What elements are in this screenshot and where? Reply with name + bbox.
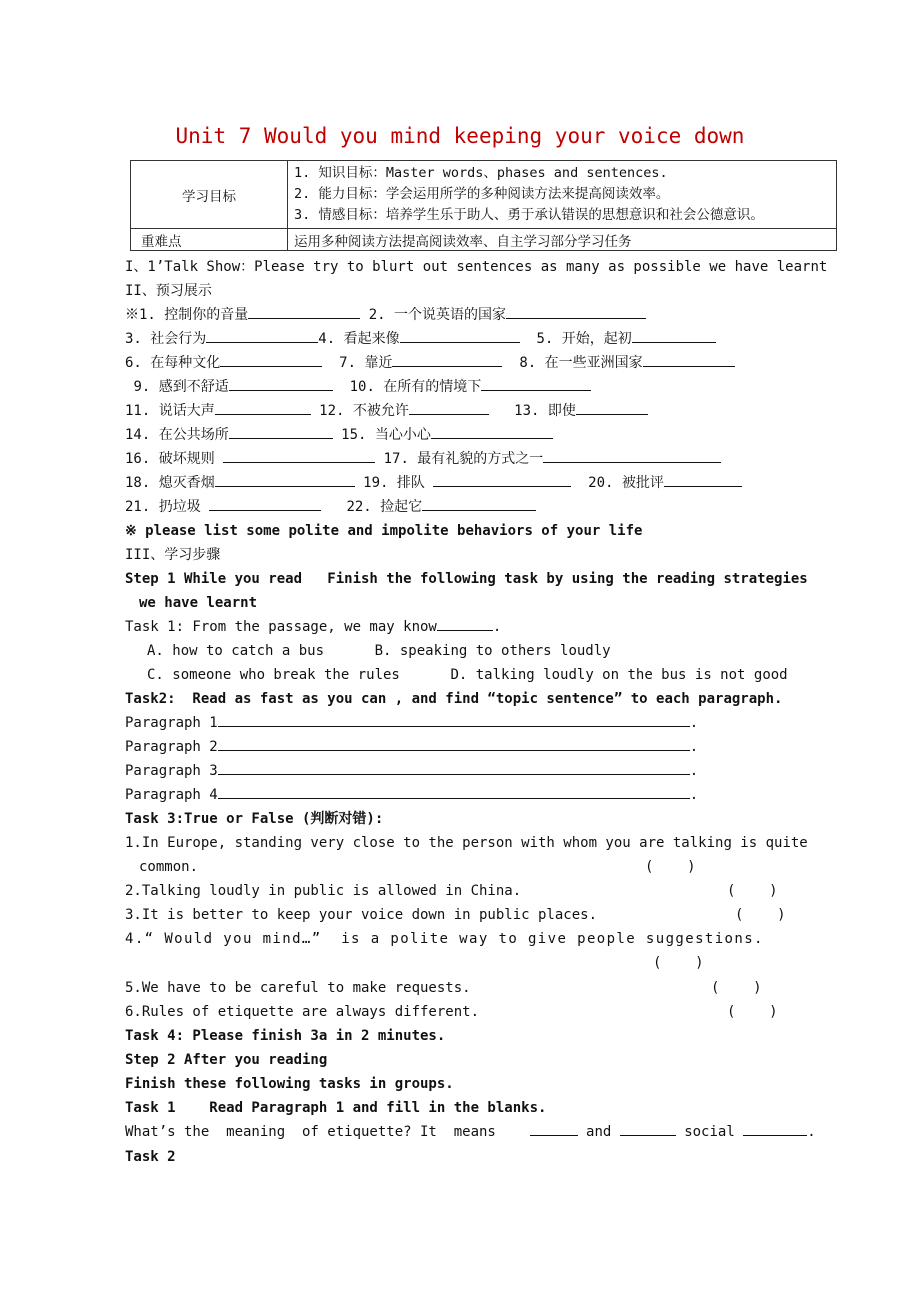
preview-item: 19. 排队 (363, 475, 425, 491)
goal-ability: 2. 能力目标：学会运用所学的多种阅读方法来提高阅读效率。 (294, 186, 670, 202)
blank[interactable] (530, 1135, 578, 1136)
blank[interactable] (229, 438, 333, 439)
tf-answer-3[interactable]: ( ) (735, 907, 786, 923)
goal-emotion: 3. 情感目标：培养学生乐于助人、勇于承认错误的思想意识和社会公德意识。 (294, 207, 764, 223)
step2-task1-heading: Task 1 Read Paragraph 1 and fill in the blanks. (125, 1100, 547, 1116)
blank[interactable] (229, 390, 333, 391)
objectives-table (130, 160, 837, 251)
task1-text: Task 1: From the passage, we may know (125, 619, 437, 635)
tf-item-4: 4.“ Would you mind…” is a polite way to give people suggestions. (125, 931, 764, 947)
tf-answer-4[interactable]: ( ) (653, 955, 704, 971)
preview-item: 13. 即使 (514, 403, 576, 419)
preview-item: 14. 在公共场所 (125, 427, 229, 443)
objectives-goals (288, 161, 837, 229)
please-list-prompt: ※ please list some polite and impolite behaviors of your life (125, 523, 643, 539)
goal-knowledge: 1. 知识目标：Master words、phases and sentences. (294, 165, 668, 181)
objectives-label: 学习目标 (131, 161, 288, 229)
blank[interactable] (431, 438, 553, 439)
blank[interactable] (543, 462, 721, 463)
step1-heading: Step 1 While you read Finish the following task by using the reading strategies (125, 571, 808, 587)
tf-answer-2[interactable]: ( ) (727, 883, 778, 899)
paragraph-label: Paragraph 1 (125, 715, 218, 731)
blank[interactable] (409, 414, 489, 415)
blank[interactable] (743, 1135, 807, 1136)
blank[interactable] (209, 510, 321, 511)
preview-item: 22. 捡起它 (346, 499, 423, 515)
preview-row-9 (125, 496, 536, 518)
paragraph-2-row: Paragraph 2 . (125, 739, 699, 755)
tf-item-2: 2.Talking loudly in public is allowed in China. (125, 883, 522, 899)
preview-item: 9. 感到不舒适 (133, 379, 229, 395)
key-points-text: 运用多种阅读方法提高阅读效率、自主学习部分学习任务 (288, 229, 837, 251)
preview-item: 20. 被批评 (588, 475, 664, 491)
blank[interactable] (223, 462, 375, 463)
tf-item-1: 1.In Europe, standing very close to the person with whom you are talking is quite (125, 835, 808, 851)
preview-item: 12. 不被允许 (319, 403, 409, 419)
option-d[interactable]: D. talking loudly on the bus is not good (450, 667, 788, 683)
preview-row-1 (125, 304, 646, 326)
preview-item: 17. 最有礼貌的方式之一 (383, 451, 544, 467)
task3-heading: Task 3:True or False (判断对错): (125, 811, 384, 827)
option-b[interactable]: B. speaking to others loudly (374, 643, 611, 659)
preview-row-7 (125, 448, 721, 470)
task4-heading: Task 4: Please finish 3a in 2 minutes. (125, 1028, 446, 1044)
etiquette-question-text: What’s the meaning of etiquette? It means (125, 1124, 496, 1140)
preview-item: 8. 在一些亚洲国家 (519, 355, 643, 371)
tf-item-3: 3.It is better to keep your voice down in public places. (125, 907, 598, 923)
blank[interactable] (248, 318, 360, 319)
section-preview-heading: II、预习展示 (125, 283, 212, 299)
preview-item: 2. 一个说英语的国家 (368, 307, 507, 323)
blank[interactable] (400, 342, 520, 343)
topic-sentence-blank[interactable] (218, 798, 690, 799)
preview-item: 5. 开始，起初 (536, 331, 632, 347)
paragraph-label: Paragraph 2 (125, 739, 218, 755)
tf-item-6: 6.Rules of etiquette are always different. (125, 1004, 480, 1020)
preview-item: 3. 社会行为 (125, 331, 207, 347)
tf-answer-6[interactable]: ( ) (727, 1004, 778, 1020)
social-text: social (684, 1124, 735, 1140)
paragraph-4-row: Paragraph 4 . (125, 787, 699, 803)
preview-item: 6. 在每种文化 (125, 355, 221, 371)
preview-item: 4. 看起来像 (318, 331, 400, 347)
paragraph-3-row: Paragraph 3 . (125, 763, 699, 779)
task2-heading: Task2: Read as fast as you can , and find “topic sentence” to each paragraph. (125, 691, 783, 707)
preview-row-6 (125, 424, 553, 446)
step2-heading: Step 2 After you reading (125, 1052, 328, 1068)
blank[interactable] (576, 414, 648, 415)
option-c[interactable]: C. someone who break the rules (147, 667, 400, 683)
key-points-label: 重难点 (131, 229, 288, 251)
preview-item: 18. 熄灭香烟 (125, 475, 215, 491)
preview-item: ※1. 控制你的音量 (125, 307, 249, 323)
step2-task2-heading: Task 2 (125, 1149, 176, 1165)
preview-item: 15. 当心小心 (341, 427, 431, 443)
preview-item: 21. 扔垃圾 (125, 499, 201, 515)
preview-item: 16. 破坏规则 (125, 451, 215, 467)
tf-item-5: 5.We have to be careful to make requests. (125, 980, 471, 996)
blank[interactable] (437, 630, 493, 631)
task1-question: Task 1: From the passage, we may know . (125, 619, 502, 635)
blank[interactable] (433, 486, 571, 487)
preview-row-4 (125, 376, 591, 398)
topic-sentence-blank[interactable] (218, 774, 690, 775)
preview-row-8 (125, 472, 742, 494)
paragraph-1-row: Paragraph 1 . (125, 715, 699, 731)
preview-item: 10. 在所有的情境下 (349, 379, 482, 395)
step2-instructions: Finish these following tasks in groups. (125, 1076, 454, 1092)
blank[interactable] (643, 366, 735, 367)
preview-row-5 (125, 400, 648, 422)
blank[interactable] (422, 510, 536, 511)
blank[interactable] (206, 342, 318, 343)
blank[interactable] (481, 390, 591, 391)
section-talk-show: I、1’Talk Show：Please try to blurt out sentences as many as possible we have learnt (125, 259, 828, 275)
blank[interactable] (220, 366, 322, 367)
topic-sentence-blank[interactable] (218, 750, 690, 751)
preview-item: 11. 说话大声 (125, 403, 215, 419)
task1-options-row-2 (147, 664, 788, 686)
blank[interactable] (392, 366, 502, 367)
option-a[interactable]: A. how to catch a bus (147, 643, 325, 659)
paragraph-label: Paragraph 3 (125, 763, 218, 779)
blank[interactable] (632, 342, 716, 343)
tf-answer-5[interactable]: ( ) (711, 980, 762, 996)
topic-sentence-blank[interactable] (218, 726, 690, 727)
preview-row-3 (125, 352, 735, 374)
section-steps-heading: III、学习步骤 (125, 547, 221, 563)
blank[interactable] (215, 414, 311, 415)
paragraph-label: Paragraph 4 (125, 787, 218, 803)
step1-heading-cont: we have learnt (139, 595, 258, 611)
task1-options-row-1 (147, 640, 611, 662)
etiquette-question: What’s the meaning of etiquette? It means and social . (125, 1124, 816, 1140)
and-text: and (586, 1124, 612, 1140)
blank[interactable] (664, 486, 742, 487)
preview-row-2 (125, 328, 716, 350)
tf-item-1-cont: common. (139, 859, 199, 875)
blank[interactable] (620, 1135, 676, 1136)
page-title: Unit 7 Would you mind keeping your voice down (175, 124, 745, 148)
tf-answer-1[interactable]: ( ) (645, 859, 696, 875)
preview-item: 7. 靠近 (339, 355, 393, 371)
blank[interactable] (215, 486, 355, 487)
blank[interactable] (506, 318, 646, 319)
